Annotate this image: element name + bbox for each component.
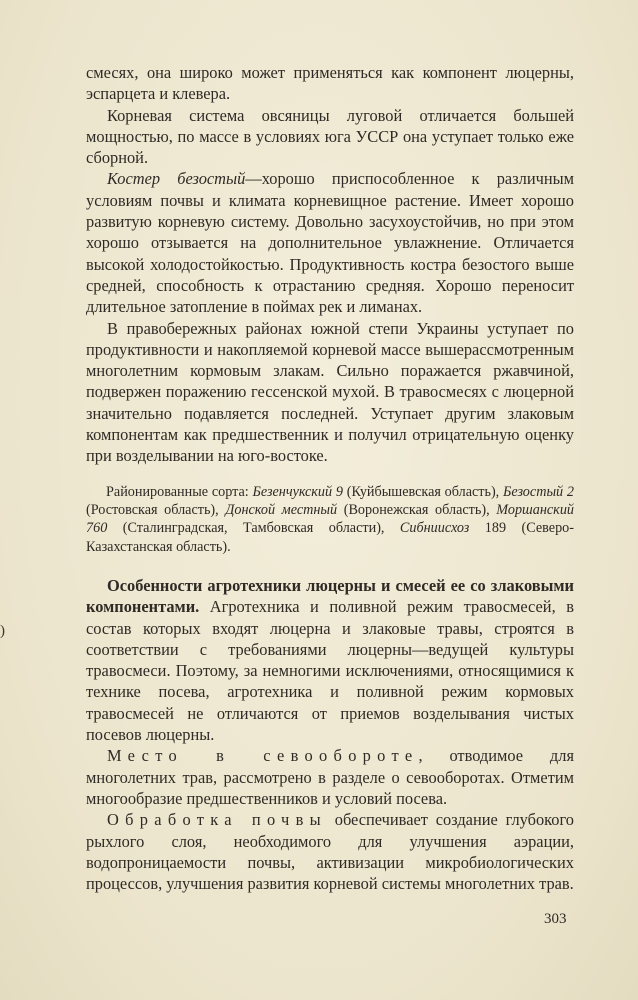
- page-number: 303: [544, 911, 567, 927]
- variety-name: Безостый 2: [502, 484, 574, 500]
- paragraph-text: , отводимое для многолетних трав, рассмотрено в разделе о севооборотах. Отметим многообразие предшественников и условий посева.: [86, 746, 574, 808]
- variety-region: (Ростовская область),: [86, 502, 226, 519]
- paragraph: В правобережных районах южной степи Украины уступает по продуктивности и накопляемой корневой массе вышерассмотренным многолетним кормовым злакам. Сильно поражается ржавчиной, подвержен поражению гессенской мухой. В травосмесях с люцерной значительно подавляется последней. Уступает другим злаковым компонентам как предшественник и получил отрицательную оценку при возделывании на юго-востоке.: [86, 318, 574, 466]
- variety-name: Сибниисхоз: [399, 520, 470, 537]
- spaced-term: Обработка почвы: [107, 810, 327, 830]
- section-heading: Особенности агротехники люцерны и смесей ее со злаковыми компонентами.: [86, 576, 574, 617]
- variety-region: 189 (Северо-Казахстанская область).: [86, 520, 574, 555]
- spaced-term: Место в севообороте: [107, 746, 419, 766]
- italic-term: Костер безостый: [107, 169, 246, 189]
- paragraph: [86, 168, 574, 317]
- paragraph: [86, 483, 574, 556]
- note-label: Районированные сорта:: [106, 484, 253, 500]
- paragraph: [86, 575, 574, 745]
- variety-name: Донской местный: [225, 502, 338, 519]
- paragraph-text: обеспечивает создание глубокого рыхлого слоя, необходимого для улучшения аэрации, водопроницаемости почвы, активизации микробиологических процессов, улучшения развития корневой системы многолетних трав.: [86, 810, 574, 894]
- variety-name: Моршанский 760: [86, 502, 575, 537]
- variety-region: (Воронежская область),: [337, 502, 497, 519]
- paragraph: Корневая система овсяницы луговой отличается большей мощностью, по массе в условиях юга УССР она уступает только еже сборной.: [86, 105, 574, 168]
- paragraph: смесях, она широко может применяться как компонент люцерны, эспарцета и клевера.: [86, 63, 574, 104]
- paragraph-text: Агротехника и поливной режим травосмесей, в состав которых входят люцерна и злаковые травы, строятся в соответствии с требованиями люцерны—ведущей культуры травосмеси. Поэтому, за немногими исключениями, относящимися к технике посева, агротехника и поливной режим кормовых травосмесей не отличаются от приемов возделывания чистых посевов люцерны.: [86, 597, 574, 745]
- paragraph: [86, 745, 574, 809]
- margin-mark: ): [0, 623, 5, 639]
- text-block-top: [86, 62, 574, 467]
- variety-name: Безенчукский 9: [252, 484, 343, 500]
- variety-region: (Сталинградская, Тамбовская области),: [107, 520, 400, 537]
- text-block-bottom: [86, 575, 574, 894]
- paragraph-text: —хорошо приспособленное к различным условиям почвы и климата корневищное растение. Имеет хорошо развитую корневую систему. Довольно засухоустойчив, но при этом хорошо отзывается на дополнительное увлажнение. Отличается высокой холодостойкостью. Продуктивность костра безостого выше средней, способность к отрастанию средняя. Хорошо переносит длительное затопление в поймах рек и лиманах.: [86, 169, 575, 317]
- paragraph: [86, 809, 574, 894]
- registered-varieties-note: [86, 483, 574, 556]
- variety-region: (Куйбышевская область),: [342, 484, 503, 500]
